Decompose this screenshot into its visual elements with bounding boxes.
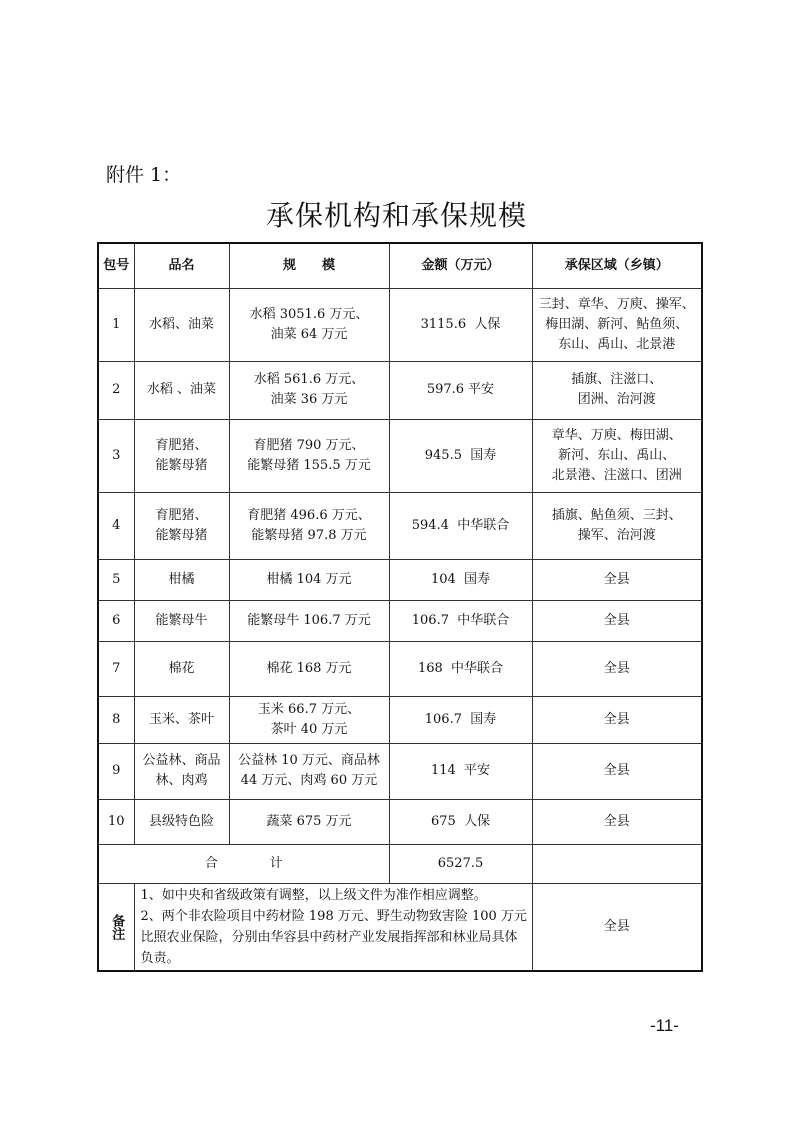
scale: 水稻 561.6 万元、 油菜 36 万元 xyxy=(229,361,389,419)
package-no: 8 xyxy=(98,696,134,743)
product-name: 县级特色险 xyxy=(134,799,229,844)
scale: 棉花 168 万元 xyxy=(229,641,389,696)
scale: 柑橘 104 万元 xyxy=(229,559,389,600)
product-name: 棉花 xyxy=(134,641,229,696)
table-row xyxy=(98,600,702,641)
total-label: 合 计 xyxy=(98,844,389,883)
coverage-area: 全县 xyxy=(532,600,702,641)
product-name: 公益林、商品 林、肉鸡 xyxy=(134,743,229,799)
table-row xyxy=(98,288,702,361)
product-name: 育肥猪、 能繁母猪 xyxy=(134,492,229,559)
total-area xyxy=(532,844,702,883)
insurance-table xyxy=(97,242,703,972)
coverage-area: 全县 xyxy=(532,641,702,696)
package-no: 4 xyxy=(98,492,134,559)
amount: 594.4 中华联合 xyxy=(389,492,532,559)
table-header-row xyxy=(98,243,702,288)
header-area: 承保区域（乡镇） xyxy=(532,243,702,288)
product-name: 水稻 、油菜 xyxy=(134,361,229,419)
notes-area: 全县 xyxy=(532,883,702,971)
scale: 育肥猪 496.6 万元、 能繁母猪 97.8 万元 xyxy=(229,492,389,559)
scale: 蔬菜 675 万元 xyxy=(229,799,389,844)
table-row xyxy=(98,743,702,799)
coverage-area: 全县 xyxy=(532,799,702,844)
package-no: 1 xyxy=(98,288,134,361)
total-amount: 6527.5 xyxy=(389,844,532,883)
amount: 104 国寿 xyxy=(389,559,532,600)
table-row xyxy=(98,641,702,696)
page-number: -11- xyxy=(650,1016,679,1035)
table-row xyxy=(98,696,702,743)
scale: 育肥猪 790 万元、 能繁母猪 155.5 万元 xyxy=(229,419,389,492)
coverage-area: 全县 xyxy=(532,696,702,743)
package-no: 3 xyxy=(98,419,134,492)
coverage-area: 全县 xyxy=(532,743,702,799)
header-amount: 金额（万元） xyxy=(389,243,532,288)
package-no: 9 xyxy=(98,743,134,799)
package-no: 6 xyxy=(98,600,134,641)
header-scale: 规 模 xyxy=(229,243,389,288)
table-row xyxy=(98,419,702,492)
page-title: 承保机构和承保规模 xyxy=(265,199,527,232)
package-no: 10 xyxy=(98,799,134,844)
table-row xyxy=(98,559,702,600)
notes-label: 备注 xyxy=(98,883,134,971)
table-row xyxy=(98,492,702,559)
attachment-label: 附件 1： xyxy=(106,164,182,186)
coverage-area: 章华、万庾、梅田湖、 新河、东山、禹山、 北景港、注滋口、团洲 xyxy=(532,419,702,492)
scale: 公益林 10 万元、商品林 44 万元、肉鸡 60 万元 xyxy=(229,743,389,799)
amount: 106.7 国寿 xyxy=(389,696,532,743)
product-name: 育肥猪、 能繁母猪 xyxy=(134,419,229,492)
total-row xyxy=(98,844,702,883)
product-name: 能繁母牛 xyxy=(134,600,229,641)
product-name: 柑橘 xyxy=(134,559,229,600)
notes-row xyxy=(98,883,702,971)
package-no: 5 xyxy=(98,559,134,600)
amount: 168 中华联合 xyxy=(389,641,532,696)
amount: 597.6 平安 xyxy=(389,361,532,419)
package-no: 2 xyxy=(98,361,134,419)
coverage-area: 插旗、鲇鱼须、三封、 操军、治河渡 xyxy=(532,492,702,559)
package-no: 7 xyxy=(98,641,134,696)
amount: 945.5 国寿 xyxy=(389,419,532,492)
table-row xyxy=(98,799,702,844)
product-name: 水稻、油菜 xyxy=(134,288,229,361)
amount: 106.7 中华联合 xyxy=(389,600,532,641)
coverage-area: 三封、章华、万庾、操军、 梅田湖、新河、鲇鱼须、 东山、禹山、北景港 xyxy=(532,288,702,361)
table-row xyxy=(98,361,702,419)
notes-text: 1、如中央和省级政策有调整，以上级文件为准作相应调整。 2、两个非农险项目中药材险 198 万元、野生动物致害险 100 万元比照农业保险，分别由华容县中药材产业发展指挥部和林业局具体负责。 xyxy=(134,883,532,971)
scale: 水稻 3051.6 万元、 油菜 64 万元 xyxy=(229,288,389,361)
amount: 3115.6 人保 xyxy=(389,288,532,361)
header-no: 包号 xyxy=(98,243,134,288)
amount: 675 人保 xyxy=(389,799,532,844)
scale: 能繁母牛 106.7 万元 xyxy=(229,600,389,641)
product-name: 玉米、茶叶 xyxy=(134,696,229,743)
coverage-area: 全县 xyxy=(532,559,702,600)
header-name: 品名 xyxy=(134,243,229,288)
amount: 114 平安 xyxy=(389,743,532,799)
coverage-area: 插旗、注滋口、 团洲、治河渡 xyxy=(532,361,702,419)
scale: 玉米 66.7 万元、 茶叶 40 万元 xyxy=(229,696,389,743)
